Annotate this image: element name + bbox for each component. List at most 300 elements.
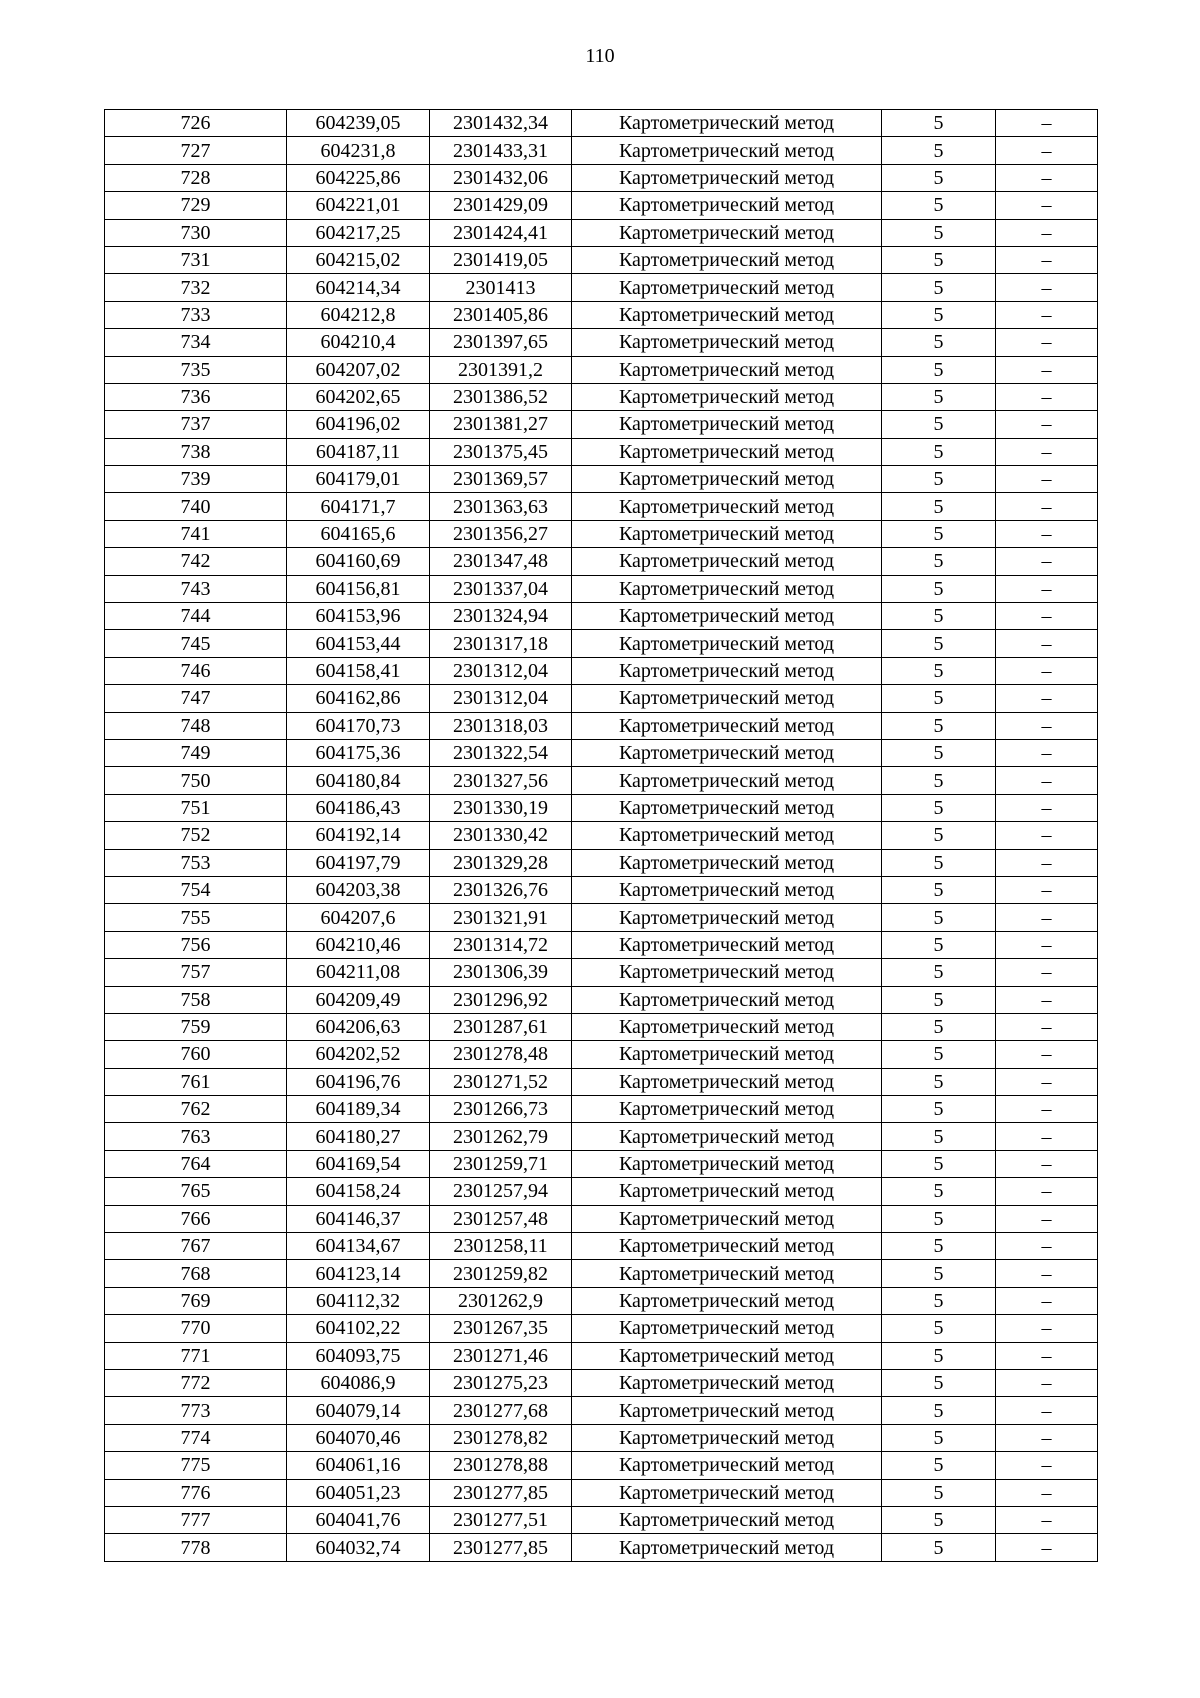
x-coordinate-cell: 604189,34: [287, 1096, 430, 1123]
x-coordinate-cell: 604197,79: [287, 849, 430, 876]
table-row: [105, 904, 1098, 931]
accuracy-cell: 5: [882, 931, 996, 958]
accuracy-cell: 5: [882, 1205, 996, 1232]
table-row: [105, 1013, 1098, 1040]
note-cell: –: [996, 904, 1098, 931]
note-cell: –: [996, 575, 1098, 602]
point-number-cell: 769: [105, 1287, 287, 1314]
method-cell: Картометрический метод: [572, 739, 882, 766]
accuracy-cell: 5: [882, 630, 996, 657]
x-coordinate-cell: 604158,41: [287, 657, 430, 684]
method-cell: Картометрический метод: [572, 356, 882, 383]
accuracy-cell: 5: [882, 1315, 996, 1342]
note-cell: –: [996, 822, 1098, 849]
accuracy-cell: 5: [882, 301, 996, 328]
method-cell: Картометрический метод: [572, 493, 882, 520]
method-cell: Картометрический метод: [572, 1013, 882, 1040]
accuracy-cell: 5: [882, 794, 996, 821]
note-cell: –: [996, 685, 1098, 712]
note-cell: –: [996, 1178, 1098, 1205]
x-coordinate-cell: 604153,44: [287, 630, 430, 657]
note-cell: –: [996, 1397, 1098, 1424]
x-coordinate-cell: 604225,86: [287, 164, 430, 191]
point-number-cell: 740: [105, 493, 287, 520]
coordinates-table-body: [105, 110, 1098, 1562]
x-coordinate-cell: 604162,86: [287, 685, 430, 712]
y-coordinate-cell: 2301419,05: [430, 246, 572, 273]
note-cell: –: [996, 520, 1098, 547]
x-coordinate-cell: 604171,7: [287, 493, 430, 520]
point-number-cell: 778: [105, 1534, 287, 1561]
note-cell: –: [996, 1479, 1098, 1506]
note-cell: –: [996, 383, 1098, 410]
table-row: [105, 493, 1098, 520]
point-number-cell: 747: [105, 685, 287, 712]
point-number-cell: 742: [105, 548, 287, 575]
y-coordinate-cell: 2301369,57: [430, 466, 572, 493]
accuracy-cell: 5: [882, 1260, 996, 1287]
method-cell: Картометрический метод: [572, 1506, 882, 1533]
y-coordinate-cell: 2301318,03: [430, 712, 572, 739]
point-number-cell: 749: [105, 739, 287, 766]
accuracy-cell: 5: [882, 657, 996, 684]
x-coordinate-cell: 604070,46: [287, 1424, 430, 1451]
table-row: [105, 246, 1098, 273]
note-cell: –: [996, 1342, 1098, 1369]
x-coordinate-cell: 604169,54: [287, 1150, 430, 1177]
x-coordinate-cell: 604180,27: [287, 1123, 430, 1150]
y-coordinate-cell: 2301277,68: [430, 1397, 572, 1424]
note-cell: –: [996, 137, 1098, 164]
note-cell: –: [996, 219, 1098, 246]
note-cell: –: [996, 1150, 1098, 1177]
accuracy-cell: 5: [882, 383, 996, 410]
x-coordinate-cell: 604214,34: [287, 274, 430, 301]
point-number-cell: 754: [105, 876, 287, 903]
y-coordinate-cell: 2301271,52: [430, 1068, 572, 1095]
accuracy-cell: 5: [882, 438, 996, 465]
method-cell: Картометрический метод: [572, 1342, 882, 1369]
x-coordinate-cell: 604102,22: [287, 1315, 430, 1342]
table-row: [105, 876, 1098, 903]
accuracy-cell: 5: [882, 164, 996, 191]
note-cell: –: [996, 1287, 1098, 1314]
method-cell: Картометрический метод: [572, 1205, 882, 1232]
method-cell: Картометрический метод: [572, 1096, 882, 1123]
point-number-cell: 761: [105, 1068, 287, 1095]
table-row: [105, 1369, 1098, 1396]
x-coordinate-cell: 604180,84: [287, 767, 430, 794]
method-cell: Картометрический метод: [572, 1479, 882, 1506]
note-cell: –: [996, 849, 1098, 876]
table-row: [105, 438, 1098, 465]
method-cell: Картометрический метод: [572, 466, 882, 493]
y-coordinate-cell: 2301257,48: [430, 1205, 572, 1232]
method-cell: Картометрический метод: [572, 685, 882, 712]
note-cell: –: [996, 603, 1098, 630]
note-cell: –: [996, 1233, 1098, 1260]
y-coordinate-cell: 2301321,91: [430, 904, 572, 931]
method-cell: Картометрический метод: [572, 137, 882, 164]
point-number-cell: 759: [105, 1013, 287, 1040]
method-cell: Картометрический метод: [572, 603, 882, 630]
point-number-cell: 729: [105, 192, 287, 219]
method-cell: Картометрический метод: [572, 1260, 882, 1287]
y-coordinate-cell: 2301266,73: [430, 1096, 572, 1123]
method-cell: Картометрический метод: [572, 383, 882, 410]
x-coordinate-cell: 604202,65: [287, 383, 430, 410]
accuracy-cell: 5: [882, 219, 996, 246]
note-cell: –: [996, 794, 1098, 821]
y-coordinate-cell: 2301386,52: [430, 383, 572, 410]
point-number-cell: 750: [105, 767, 287, 794]
table-row: [105, 959, 1098, 986]
accuracy-cell: 5: [882, 575, 996, 602]
table-row: [105, 1452, 1098, 1479]
accuracy-cell: 5: [882, 767, 996, 794]
y-coordinate-cell: 2301259,71: [430, 1150, 572, 1177]
accuracy-cell: 5: [882, 246, 996, 273]
table-row: [105, 767, 1098, 794]
x-coordinate-cell: 604146,37: [287, 1205, 430, 1232]
table-row: [105, 356, 1098, 383]
accuracy-cell: 5: [882, 329, 996, 356]
accuracy-cell: 5: [882, 1233, 996, 1260]
point-number-cell: 751: [105, 794, 287, 821]
note-cell: –: [996, 1452, 1098, 1479]
note-cell: –: [996, 466, 1098, 493]
point-number-cell: 773: [105, 1397, 287, 1424]
accuracy-cell: 5: [882, 822, 996, 849]
accuracy-cell: 5: [882, 1452, 996, 1479]
note-cell: –: [996, 1424, 1098, 1451]
table-row: [105, 110, 1098, 137]
method-cell: Картометрический метод: [572, 986, 882, 1013]
x-coordinate-cell: 604156,81: [287, 575, 430, 602]
table-row: [105, 1178, 1098, 1205]
x-coordinate-cell: 604179,01: [287, 466, 430, 493]
table-row: [105, 192, 1098, 219]
method-cell: Картометрический метод: [572, 1041, 882, 1068]
method-cell: Картометрический метод: [572, 575, 882, 602]
table-row: [105, 411, 1098, 438]
note-cell: –: [996, 548, 1098, 575]
accuracy-cell: 5: [882, 1123, 996, 1150]
table-row: [105, 849, 1098, 876]
note-cell: –: [996, 1013, 1098, 1040]
point-number-cell: 732: [105, 274, 287, 301]
note-cell: –: [996, 712, 1098, 739]
note-cell: –: [996, 164, 1098, 191]
y-coordinate-cell: 2301277,85: [430, 1479, 572, 1506]
note-cell: –: [996, 1041, 1098, 1068]
y-coordinate-cell: 2301424,41: [430, 219, 572, 246]
point-number-cell: 762: [105, 1096, 287, 1123]
point-number-cell: 763: [105, 1123, 287, 1150]
page-number: 110: [585, 45, 615, 67]
accuracy-cell: 5: [882, 1068, 996, 1095]
accuracy-cell: 5: [882, 1041, 996, 1068]
point-number-cell: 774: [105, 1424, 287, 1451]
x-coordinate-cell: 604203,38: [287, 876, 430, 903]
y-coordinate-cell: 2301312,04: [430, 657, 572, 684]
y-coordinate-cell: 2301317,18: [430, 630, 572, 657]
x-coordinate-cell: 604207,6: [287, 904, 430, 931]
accuracy-cell: 5: [882, 274, 996, 301]
point-number-cell: 771: [105, 1342, 287, 1369]
note-cell: –: [996, 329, 1098, 356]
y-coordinate-cell: 2301259,82: [430, 1260, 572, 1287]
y-coordinate-cell: 2301278,48: [430, 1041, 572, 1068]
note-cell: –: [996, 1260, 1098, 1287]
method-cell: Картометрический метод: [572, 1068, 882, 1095]
table-row: [105, 575, 1098, 602]
table-row: [105, 1233, 1098, 1260]
method-cell: Картометрический метод: [572, 192, 882, 219]
table-row: [105, 1287, 1098, 1314]
x-coordinate-cell: 604093,75: [287, 1342, 430, 1369]
method-cell: Картометрический метод: [572, 438, 882, 465]
point-number-cell: 741: [105, 520, 287, 547]
table-row: [105, 1150, 1098, 1177]
y-coordinate-cell: 2301397,65: [430, 329, 572, 356]
y-coordinate-cell: 2301337,04: [430, 575, 572, 602]
accuracy-cell: 5: [882, 1013, 996, 1040]
accuracy-cell: 5: [882, 548, 996, 575]
table-row: [105, 1315, 1098, 1342]
x-coordinate-cell: 604210,46: [287, 931, 430, 958]
accuracy-cell: 5: [882, 493, 996, 520]
method-cell: Картометрический метод: [572, 1123, 882, 1150]
table-row: [105, 685, 1098, 712]
table-row: [105, 794, 1098, 821]
method-cell: Картометрический метод: [572, 767, 882, 794]
point-number-cell: 737: [105, 411, 287, 438]
x-coordinate-cell: 604112,32: [287, 1287, 430, 1314]
point-number-cell: 753: [105, 849, 287, 876]
x-coordinate-cell: 604196,02: [287, 411, 430, 438]
y-coordinate-cell: 2301405,86: [430, 301, 572, 328]
method-cell: Картометрический метод: [572, 1315, 882, 1342]
note-cell: –: [996, 356, 1098, 383]
accuracy-cell: 5: [882, 1424, 996, 1451]
y-coordinate-cell: 2301258,11: [430, 1233, 572, 1260]
table-row: [105, 630, 1098, 657]
point-number-cell: 765: [105, 1178, 287, 1205]
point-number-cell: 746: [105, 657, 287, 684]
method-cell: Картометрический метод: [572, 959, 882, 986]
y-coordinate-cell: 2301296,92: [430, 986, 572, 1013]
method-cell: Картометрический метод: [572, 110, 882, 137]
method-cell: Картометрический метод: [572, 657, 882, 684]
x-coordinate-cell: 604231,8: [287, 137, 430, 164]
note-cell: –: [996, 274, 1098, 301]
table-row: [105, 1041, 1098, 1068]
table-row: [105, 1068, 1098, 1095]
method-cell: Картометрический метод: [572, 1452, 882, 1479]
accuracy-cell: 5: [882, 411, 996, 438]
accuracy-cell: 5: [882, 1479, 996, 1506]
x-coordinate-cell: 604079,14: [287, 1397, 430, 1424]
note-cell: –: [996, 411, 1098, 438]
note-cell: –: [996, 739, 1098, 766]
y-coordinate-cell: 2301330,19: [430, 794, 572, 821]
x-coordinate-cell: 604134,67: [287, 1233, 430, 1260]
y-coordinate-cell: 2301432,06: [430, 164, 572, 191]
y-coordinate-cell: 2301330,42: [430, 822, 572, 849]
accuracy-cell: 5: [882, 904, 996, 931]
point-number-cell: 728: [105, 164, 287, 191]
point-number-cell: 730: [105, 219, 287, 246]
table-row: [105, 548, 1098, 575]
point-number-cell: 766: [105, 1205, 287, 1232]
y-coordinate-cell: 2301312,04: [430, 685, 572, 712]
table-row: [105, 1534, 1098, 1561]
note-cell: –: [996, 301, 1098, 328]
method-cell: Картометрический метод: [572, 876, 882, 903]
x-coordinate-cell: 604061,16: [287, 1452, 430, 1479]
table-row: [105, 712, 1098, 739]
point-number-cell: 752: [105, 822, 287, 849]
table-row: [105, 1342, 1098, 1369]
table-row: [105, 986, 1098, 1013]
method-cell: Картометрический метод: [572, 1424, 882, 1451]
table-row: [105, 822, 1098, 849]
x-coordinate-cell: 604217,25: [287, 219, 430, 246]
y-coordinate-cell: 2301257,94: [430, 1178, 572, 1205]
y-coordinate-cell: 2301306,39: [430, 959, 572, 986]
x-coordinate-cell: 604051,23: [287, 1479, 430, 1506]
x-coordinate-cell: 604211,08: [287, 959, 430, 986]
accuracy-cell: 5: [882, 712, 996, 739]
y-coordinate-cell: 2301329,28: [430, 849, 572, 876]
accuracy-cell: 5: [882, 986, 996, 1013]
y-coordinate-cell: 2301381,27: [430, 411, 572, 438]
point-number-cell: 731: [105, 246, 287, 273]
x-coordinate-cell: 604207,02: [287, 356, 430, 383]
accuracy-cell: 5: [882, 520, 996, 547]
note-cell: –: [996, 767, 1098, 794]
point-number-cell: 755: [105, 904, 287, 931]
method-cell: Картометрический метод: [572, 1369, 882, 1396]
point-number-cell: 733: [105, 301, 287, 328]
note-cell: –: [996, 657, 1098, 684]
accuracy-cell: 5: [882, 876, 996, 903]
x-coordinate-cell: 604160,69: [287, 548, 430, 575]
accuracy-cell: 5: [882, 356, 996, 383]
x-coordinate-cell: 604202,52: [287, 1041, 430, 1068]
y-coordinate-cell: 2301326,76: [430, 876, 572, 903]
note-cell: –: [996, 493, 1098, 520]
y-coordinate-cell: 2301267,35: [430, 1315, 572, 1342]
x-coordinate-cell: 604210,4: [287, 329, 430, 356]
x-coordinate-cell: 604165,6: [287, 520, 430, 547]
table-row: [105, 1096, 1098, 1123]
method-cell: Картометрический метод: [572, 794, 882, 821]
note-cell: –: [996, 959, 1098, 986]
method-cell: Картометрический метод: [572, 301, 882, 328]
accuracy-cell: 5: [882, 110, 996, 137]
x-coordinate-cell: 604215,02: [287, 246, 430, 273]
point-number-cell: 770: [105, 1315, 287, 1342]
method-cell: Картометрический метод: [572, 931, 882, 958]
x-coordinate-cell: 604186,43: [287, 794, 430, 821]
method-cell: Картометрический метод: [572, 1534, 882, 1561]
note-cell: –: [996, 246, 1098, 273]
accuracy-cell: 5: [882, 603, 996, 630]
note-cell: –: [996, 1369, 1098, 1396]
accuracy-cell: 5: [882, 466, 996, 493]
y-coordinate-cell: 2301327,56: [430, 767, 572, 794]
method-cell: Картометрический метод: [572, 548, 882, 575]
x-coordinate-cell: 604221,01: [287, 192, 430, 219]
accuracy-cell: 5: [882, 1287, 996, 1314]
note-cell: –: [996, 1096, 1098, 1123]
point-number-cell: 736: [105, 383, 287, 410]
y-coordinate-cell: 2301275,23: [430, 1369, 572, 1396]
method-cell: Картометрический метод: [572, 1233, 882, 1260]
accuracy-cell: 5: [882, 1534, 996, 1561]
accuracy-cell: 5: [882, 1178, 996, 1205]
note-cell: –: [996, 1506, 1098, 1533]
y-coordinate-cell: 2301278,82: [430, 1424, 572, 1451]
y-coordinate-cell: 2301277,51: [430, 1506, 572, 1533]
point-number-cell: 777: [105, 1506, 287, 1533]
point-number-cell: 739: [105, 466, 287, 493]
x-coordinate-cell: 604212,8: [287, 301, 430, 328]
method-cell: Картометрический метод: [572, 520, 882, 547]
note-cell: –: [996, 1205, 1098, 1232]
method-cell: Картометрический метод: [572, 849, 882, 876]
y-coordinate-cell: 2301271,46: [430, 1342, 572, 1369]
table-row: [105, 301, 1098, 328]
y-coordinate-cell: 2301375,45: [430, 438, 572, 465]
table-row: [105, 274, 1098, 301]
point-number-cell: 744: [105, 603, 287, 630]
coordinates-table: [104, 109, 1098, 1562]
y-coordinate-cell: 2301363,63: [430, 493, 572, 520]
method-cell: Картометрический метод: [572, 246, 882, 273]
table-row: [105, 1479, 1098, 1506]
y-coordinate-cell: 2301413: [430, 274, 572, 301]
point-number-cell: 757: [105, 959, 287, 986]
y-coordinate-cell: 2301356,27: [430, 520, 572, 547]
y-coordinate-cell: 2301277,85: [430, 1534, 572, 1561]
table-row: [105, 164, 1098, 191]
table-row: [105, 219, 1098, 246]
table-row: [105, 739, 1098, 766]
x-coordinate-cell: 604206,63: [287, 1013, 430, 1040]
method-cell: Картометрический метод: [572, 164, 882, 191]
y-coordinate-cell: 2301287,61: [430, 1013, 572, 1040]
y-coordinate-cell: 2301433,31: [430, 137, 572, 164]
x-coordinate-cell: 604196,76: [287, 1068, 430, 1095]
point-number-cell: 772: [105, 1369, 287, 1396]
note-cell: –: [996, 630, 1098, 657]
point-number-cell: 775: [105, 1452, 287, 1479]
note-cell: –: [996, 931, 1098, 958]
y-coordinate-cell: 2301432,34: [430, 110, 572, 137]
point-number-cell: 767: [105, 1233, 287, 1260]
point-number-cell: 748: [105, 712, 287, 739]
note-cell: –: [996, 192, 1098, 219]
note-cell: –: [996, 1315, 1098, 1342]
y-coordinate-cell: 2301391,2: [430, 356, 572, 383]
accuracy-cell: 5: [882, 685, 996, 712]
table-row: [105, 1397, 1098, 1424]
table-row: [105, 466, 1098, 493]
method-cell: Картометрический метод: [572, 822, 882, 849]
